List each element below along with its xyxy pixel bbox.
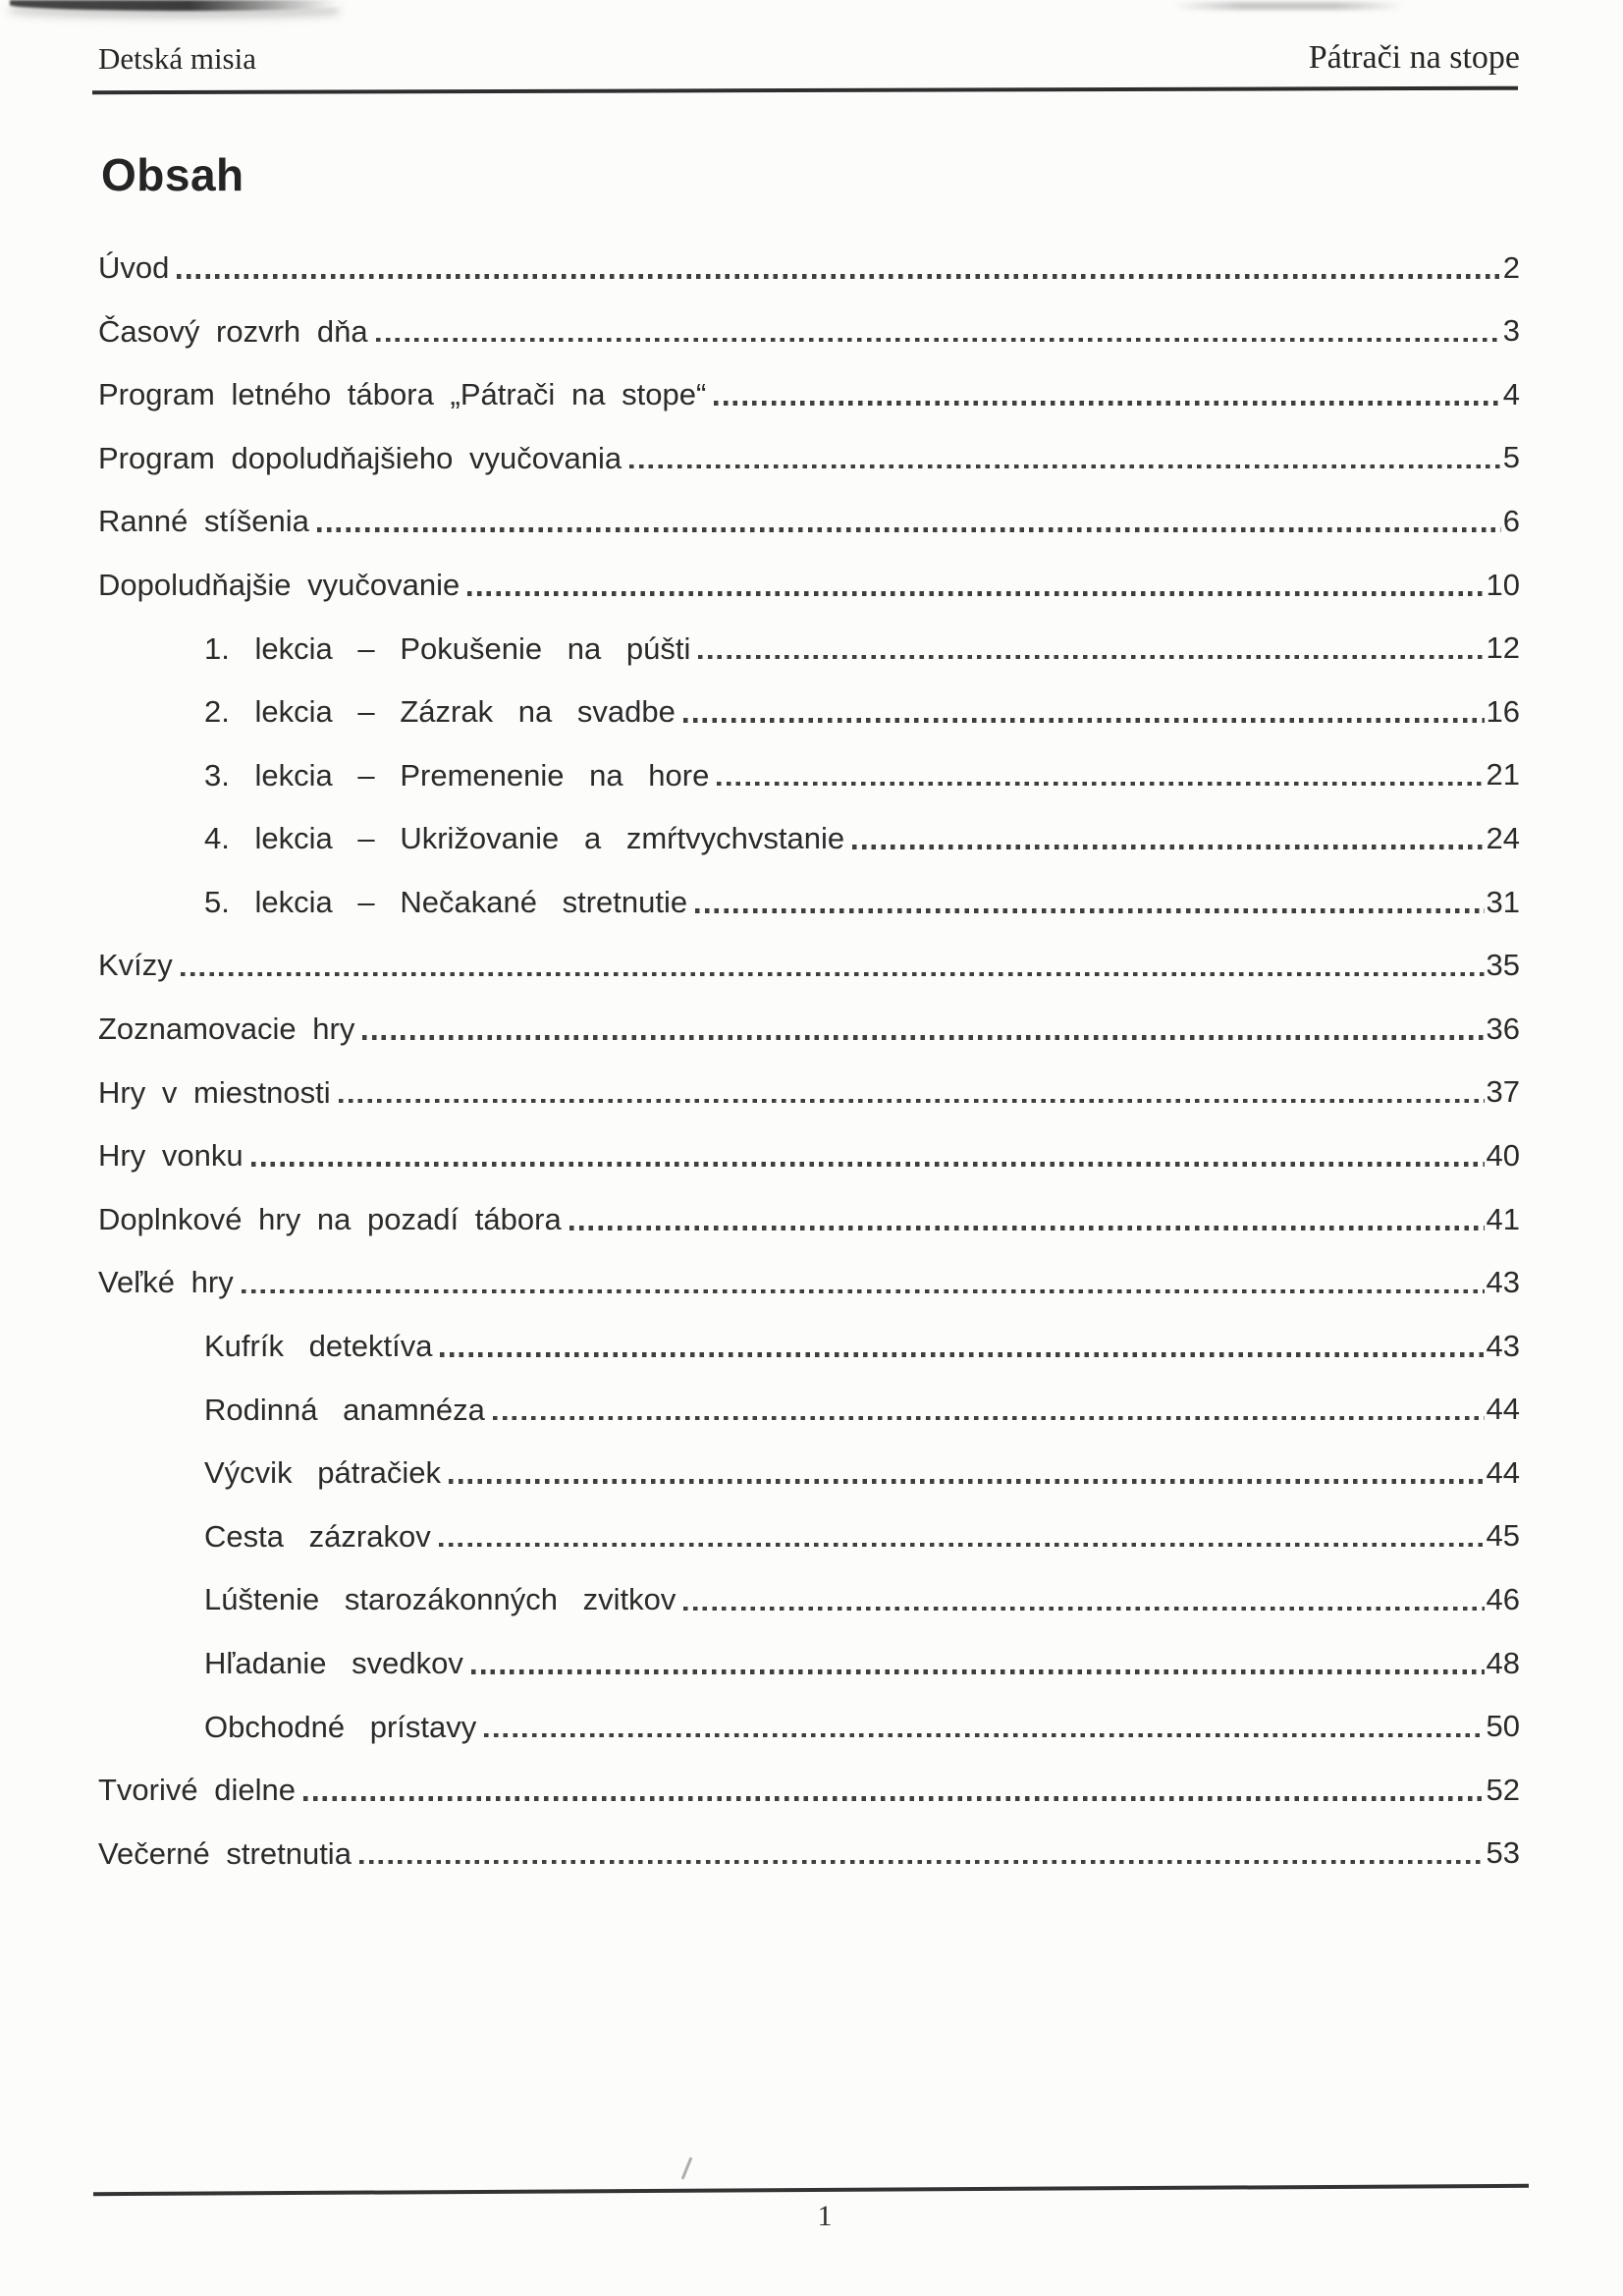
running-header xyxy=(98,39,1520,77)
dot-leader xyxy=(376,338,1501,343)
dot-leader xyxy=(471,1669,1485,1674)
page-title: Obsah xyxy=(101,148,244,200)
dot-leader xyxy=(852,845,1484,849)
dot-leader xyxy=(181,972,1485,977)
toc-entry xyxy=(98,983,1520,1047)
dot-leader xyxy=(362,1035,1484,1040)
toc-entry xyxy=(98,793,1520,856)
toc-entry-page: 41 xyxy=(1486,1201,1520,1236)
toc-entry-page: 12 xyxy=(1486,630,1520,666)
toc-entry-page: 36 xyxy=(1486,1011,1520,1046)
toc-entry-label: 5. lekcia – Nečakané stretnutie xyxy=(204,884,688,919)
toc-entry-label: Tvorivé dielne xyxy=(98,1773,297,1808)
toc-entry-label: Program dopoludňajšieho vyučovania xyxy=(98,440,622,475)
toc-entry xyxy=(98,1047,1520,1111)
toc-entry-page: 35 xyxy=(1486,948,1520,983)
toc-entry xyxy=(98,1681,1520,1745)
toc-entry-label: Hry v miestnosti xyxy=(98,1074,331,1110)
toc-entry xyxy=(98,1110,1520,1174)
dot-leader xyxy=(629,465,1501,469)
toc-entry-page: 4 xyxy=(1502,376,1520,411)
toc-entry-label: Rodinná anamnéza xyxy=(204,1392,485,1427)
toc-entry-label: Kufrík detektíva xyxy=(204,1329,433,1364)
dot-leader xyxy=(467,591,1484,596)
toc-entry xyxy=(98,1491,1520,1555)
toc-entry-label: Lúštenie starozákonných zvitkov xyxy=(204,1582,676,1617)
toc-entry-page: 24 xyxy=(1486,820,1520,855)
toc-entry-page: 6 xyxy=(1502,503,1520,538)
table-of-contents xyxy=(98,222,1520,1871)
toc-entry-page: 43 xyxy=(1486,1328,1520,1363)
dot-leader xyxy=(359,1860,1485,1865)
scan-artifact-top-right xyxy=(1173,2,1404,10)
toc-entry-label: Dopoludňajšie vyučovanie xyxy=(98,567,460,602)
toc-entry-label: 2. lekcia – Zázrak na svadbe xyxy=(204,694,676,730)
toc-entry xyxy=(98,1237,1520,1301)
toc-entry xyxy=(98,1617,1520,1681)
toc-entry-page: 48 xyxy=(1486,1645,1520,1680)
toc-entry-label: Veľké hry xyxy=(98,1265,234,1300)
toc-entry-page: 37 xyxy=(1486,1074,1520,1110)
dot-leader xyxy=(251,1162,1485,1167)
toc-entry-label: Časový rozvrh dňa xyxy=(98,313,368,349)
dot-leader xyxy=(484,1733,1484,1738)
toc-entry-label: Kvízy xyxy=(98,948,173,983)
toc-entry-label: Výcvik pátračiek xyxy=(204,1455,442,1491)
dot-leader xyxy=(717,782,1484,787)
toc-entry xyxy=(98,1300,1520,1364)
toc-entry-page: 50 xyxy=(1486,1709,1520,1744)
dot-leader xyxy=(242,1289,1485,1294)
dot-leader xyxy=(714,401,1500,406)
toc-entry-page: 5 xyxy=(1502,440,1520,475)
toc-entry-label: Doplnkové hry na pozadí tábora xyxy=(98,1201,562,1236)
toc-entry-page: 3 xyxy=(1502,313,1520,349)
toc-entry xyxy=(98,475,1520,539)
dot-leader xyxy=(683,718,1485,723)
toc-entry xyxy=(98,1744,1520,1808)
toc-entry xyxy=(98,222,1520,286)
toc-entry-label: 4. lekcia – Ukrižovanie a zmŕtvychvstanie xyxy=(204,821,845,856)
toc-entry xyxy=(98,412,1520,476)
toc-entry xyxy=(98,920,1520,984)
footer-rule xyxy=(93,2184,1529,2196)
toc-entry xyxy=(98,1174,1520,1237)
toc-entry xyxy=(98,1364,1520,1428)
toc-entry xyxy=(98,286,1520,350)
toc-entry-label: Hry vonku xyxy=(98,1138,243,1174)
toc-entry-label: Hľadanie svedkov xyxy=(204,1646,463,1681)
toc-entry-page: 44 xyxy=(1486,1392,1520,1427)
dot-leader xyxy=(683,1607,1484,1612)
toc-entry xyxy=(98,539,1520,603)
toc-entry-page: 16 xyxy=(1486,693,1520,729)
toc-entry xyxy=(98,1427,1520,1491)
toc-entry-label: 1. lekcia – Pokušenie na púšti xyxy=(204,630,691,666)
dot-leader xyxy=(439,1543,1485,1548)
toc-entry xyxy=(98,1554,1520,1617)
toc-entry-label: 3. lekcia – Premenenie na hore xyxy=(204,757,710,793)
footer-page-number: 1 xyxy=(817,2200,833,2232)
toc-entry-page: 45 xyxy=(1486,1518,1520,1554)
header-right-text: Pátrači na stope xyxy=(1308,39,1520,76)
toc-entry-page: 52 xyxy=(1486,1772,1520,1807)
dot-leader xyxy=(177,274,1500,279)
toc-entry xyxy=(98,730,1520,793)
toc-entry xyxy=(98,856,1520,920)
toc-entry-label: Program letného tábora „Pátrači na stope“ xyxy=(98,377,707,412)
toc-entry-label: Úvod xyxy=(98,249,170,285)
toc-entry-label: Zoznamovacie hry xyxy=(98,1011,355,1047)
dot-leader xyxy=(440,1352,1484,1357)
toc-entry-page: 31 xyxy=(1486,884,1520,919)
toc-entry-label: Cesta zázrakov xyxy=(204,1518,431,1554)
dot-leader xyxy=(569,1226,1485,1230)
dot-leader xyxy=(339,1099,1485,1104)
toc-entry-page: 10 xyxy=(1486,567,1520,602)
toc-entry-label: Ranné stíšenia xyxy=(98,504,309,539)
dot-leader xyxy=(317,527,1501,532)
dot-leader xyxy=(698,655,1484,660)
header-left-text: Detská misia xyxy=(98,41,256,76)
toc-entry-page: 2 xyxy=(1502,249,1520,285)
toc-entry-page: 43 xyxy=(1486,1265,1520,1300)
toc-entry xyxy=(98,1808,1520,1872)
toc-entry-page: 46 xyxy=(1486,1582,1520,1617)
dot-leader xyxy=(695,908,1484,913)
toc-entry-label: Obchodné prístavy xyxy=(204,1709,477,1744)
toc-entry-page: 44 xyxy=(1486,1454,1520,1490)
toc-entry-page: 40 xyxy=(1486,1137,1520,1173)
dot-leader xyxy=(449,1479,1485,1484)
toc-entry-label: Večerné stretnutia xyxy=(98,1835,352,1871)
dot-leader xyxy=(493,1416,1485,1421)
scan-artifact-top-left xyxy=(10,0,339,11)
toc-entry-page: 21 xyxy=(1486,757,1520,793)
toc-entry xyxy=(98,666,1520,730)
dot-leader xyxy=(303,1796,1484,1801)
toc-entry xyxy=(98,349,1520,412)
toc-entry xyxy=(98,603,1520,667)
toc-entry-page: 53 xyxy=(1486,1835,1520,1871)
scan-artifact-slash xyxy=(681,2157,693,2179)
header-rule xyxy=(92,86,1518,95)
